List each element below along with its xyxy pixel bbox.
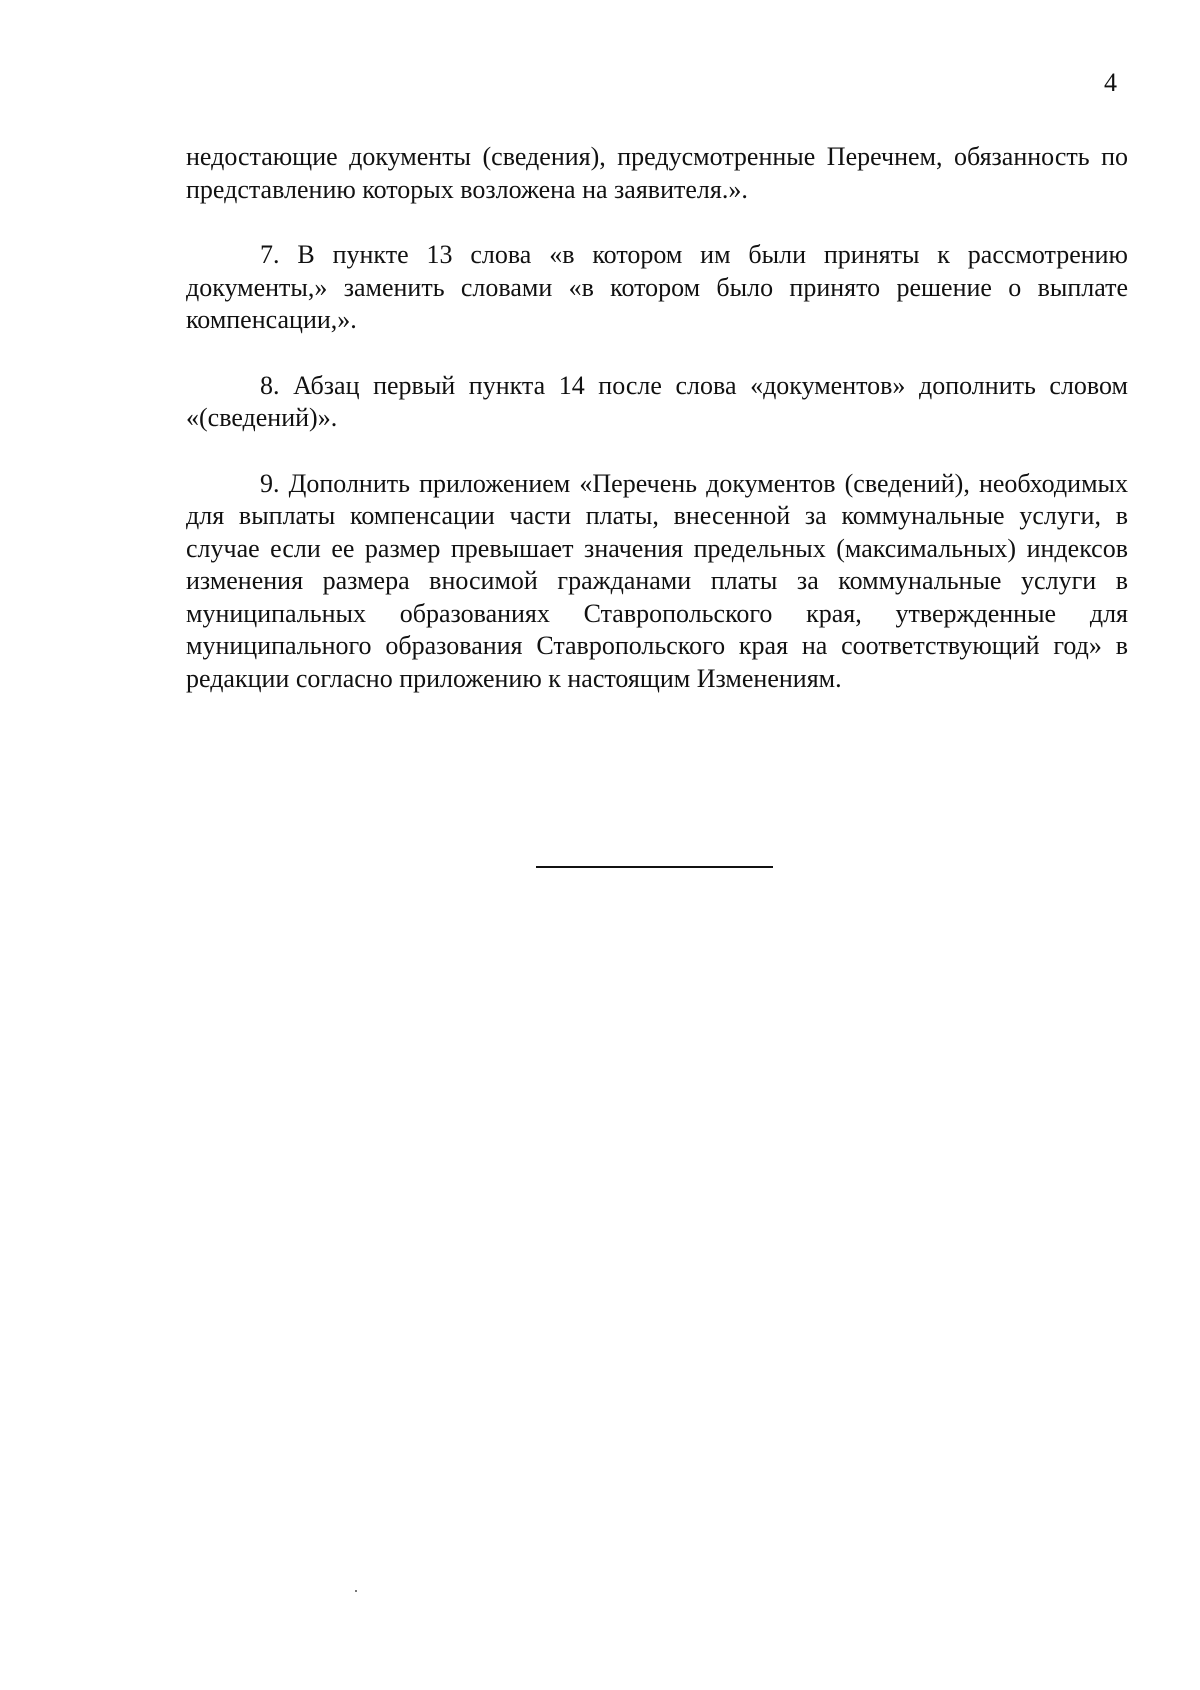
- paragraph-item-8: 8. Абзац первый пункта 14 после слова «документов» дополнить словом «(сведений)».: [186, 370, 1128, 432]
- paragraph-gap: [186, 435, 1128, 468]
- scan-speck: [355, 1590, 357, 1592]
- end-separator-line: [536, 866, 773, 868]
- paragraph-gap: [186, 337, 1128, 370]
- paragraph-item-7: 7. В пункте 13 слова «в котором им были приняты к рассмотрению документы,» заменить словами «в котором было принято решение о выплате компенсации,».: [186, 240, 1128, 334]
- page-number: 4: [1104, 68, 1117, 97]
- paragraph-item-9: 9. Дополнить приложением «Перечень документов (сведений), необходимых для выплаты компенсации части платы, внесенной за коммунальные услуги, в случае если ее размер превышает значения предельных (максимальных) индексов изменения размера вносимой гражданами платы за коммунальные услуги в муниципальных образованиях Ставропольского края, утвержденные для муниципального образования Ставропольского края на соответствующий год» в редакции согласно приложению к настоящим Изменениям.: [186, 468, 1128, 693]
- paragraph-gap: [186, 206, 1128, 239]
- document-body: [186, 141, 1128, 695]
- paragraph-continuation: недостающие документы (сведения), предусмотренные Перечнем, обязанность по представлению которых возложена на заявителя.».: [186, 142, 1128, 204]
